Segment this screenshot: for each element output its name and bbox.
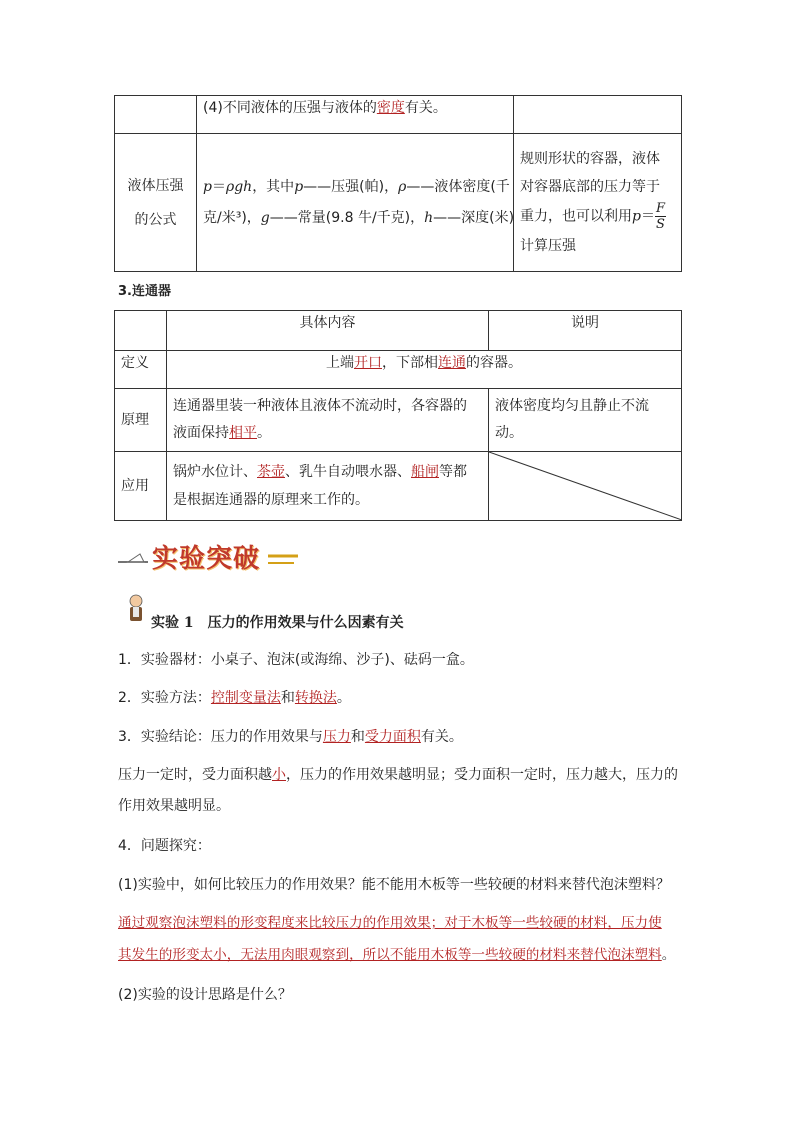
principle-note-cell: 液体密度均匀且静止不流 动。 <box>489 389 682 452</box>
table-cell-content: (4)不同液体的压强与液体的密度有关。 <box>197 96 514 134</box>
header-content: 具体内容 <box>167 311 489 351</box>
section-title: 3.连通器 <box>118 284 171 299</box>
list-item: 3．实验结论：压力的作用效果与压力和受力面积有关。 <box>118 729 463 745</box>
header-empty <box>115 311 167 351</box>
formula-content-cell: p＝ρgh，其中p——压强(帕)，ρ——液体密度(千 克/米³)，g——常量(9.8 牛/千克)，h——深度(米) <box>197 134 514 272</box>
liquid-pressure-table <box>114 95 682 272</box>
formula-note-cell: 规则形状的容器，液体 对容器底部的压力等于 重力，也可以利用p＝ $\frac{F}{S}$ 计算压强 <box>514 134 682 272</box>
formula-label-line2: 的公式 <box>134 211 177 228</box>
conclusion-paragraph: 压力一定时，受力面积越小，压力的作用效果越明显；受力面积一定时，压力越大，压力的 <box>118 767 678 783</box>
answer-blank: 密度 <box>376 100 405 116</box>
table-row <box>115 134 682 272</box>
formula-label-cell <box>115 134 197 272</box>
list-item: 4．问题探究： <box>118 838 211 854</box>
answer-blank: 转换法 <box>294 690 337 706</box>
experiment-heading: 实验 1 压力的作用效果与什么因素有关 <box>151 615 404 631</box>
communicating-vessels-table <box>114 310 682 521</box>
banner-title: 实验突破 <box>152 544 261 574</box>
question-1: (1)实验中，如何比较压力的作用效果？能不能用木板等一些较硬的材料来替代泡沫塑料？ <box>118 877 670 893</box>
answer-blank: 船闸 <box>411 464 439 480</box>
table-cell-empty <box>115 96 197 134</box>
table-row <box>115 389 682 452</box>
principle-cell: 连通器里装一种液体且液体不流动时，各容器的 液面保持相平。 <box>167 389 489 452</box>
answer-blank: 茶壶 <box>257 464 285 480</box>
answer-blank: 受力面积 <box>364 729 421 745</box>
table-cell-empty <box>514 96 682 134</box>
answer-blank: 压力 <box>322 729 351 745</box>
header-note: 说明 <box>489 311 682 351</box>
fraction-f-over-s: $\frac{F}{S}$ <box>655 201 665 232</box>
diagonal-empty-cell <box>489 452 682 521</box>
answer-blank: 控制变量法 <box>210 690 281 706</box>
application-cell: 锅炉水位计、茶壶、乳牛自动喂水器、船闸等都 是根据连通器的原理来工作的。 <box>167 452 489 521</box>
row-label-principle: 原理 <box>115 389 167 452</box>
question-2: (2)实验的设计思路是什么？ <box>118 987 292 1003</box>
teacher-avatar-icon <box>126 594 146 624</box>
conclusion-paragraph-line2: 作用效果越明显。 <box>118 798 230 814</box>
experiment-banner <box>118 532 308 578</box>
formula-label-line1: 液体压强 <box>127 177 184 194</box>
diagonal-line <box>489 452 682 520</box>
answer-blank: 小 <box>272 767 286 783</box>
table-header-row <box>115 311 682 351</box>
list-item: 2．实验方法：控制变量法和转换法。 <box>118 690 351 706</box>
answer-blank: 开口 <box>354 355 382 371</box>
table-row <box>115 452 682 521</box>
answer-1-line1: 通过观察泡沫塑料的形变程度来比较压力的作用效果；对于木板等一些较硬的材料，压力使 <box>118 915 662 931</box>
definition-cell: 上端开口，下部相连通的容器。 <box>167 351 682 389</box>
answer-blank: 连通 <box>438 355 466 371</box>
table-row <box>115 351 682 389</box>
table-row <box>115 96 682 134</box>
list-item: 1．实验器材：小桌子、泡沫(或海绵、沙子)、砝码一盒。 <box>118 652 474 668</box>
row-label-application: 应用 <box>115 452 167 521</box>
answer-blank: 相平 <box>229 425 257 441</box>
answer-1-line2: 其发生的形变太小，无法用肉眼观察到，所以不能用木板等一些较硬的材料来替代泡沫塑料。 <box>118 947 676 963</box>
row-label-definition: 定义 <box>115 351 167 389</box>
